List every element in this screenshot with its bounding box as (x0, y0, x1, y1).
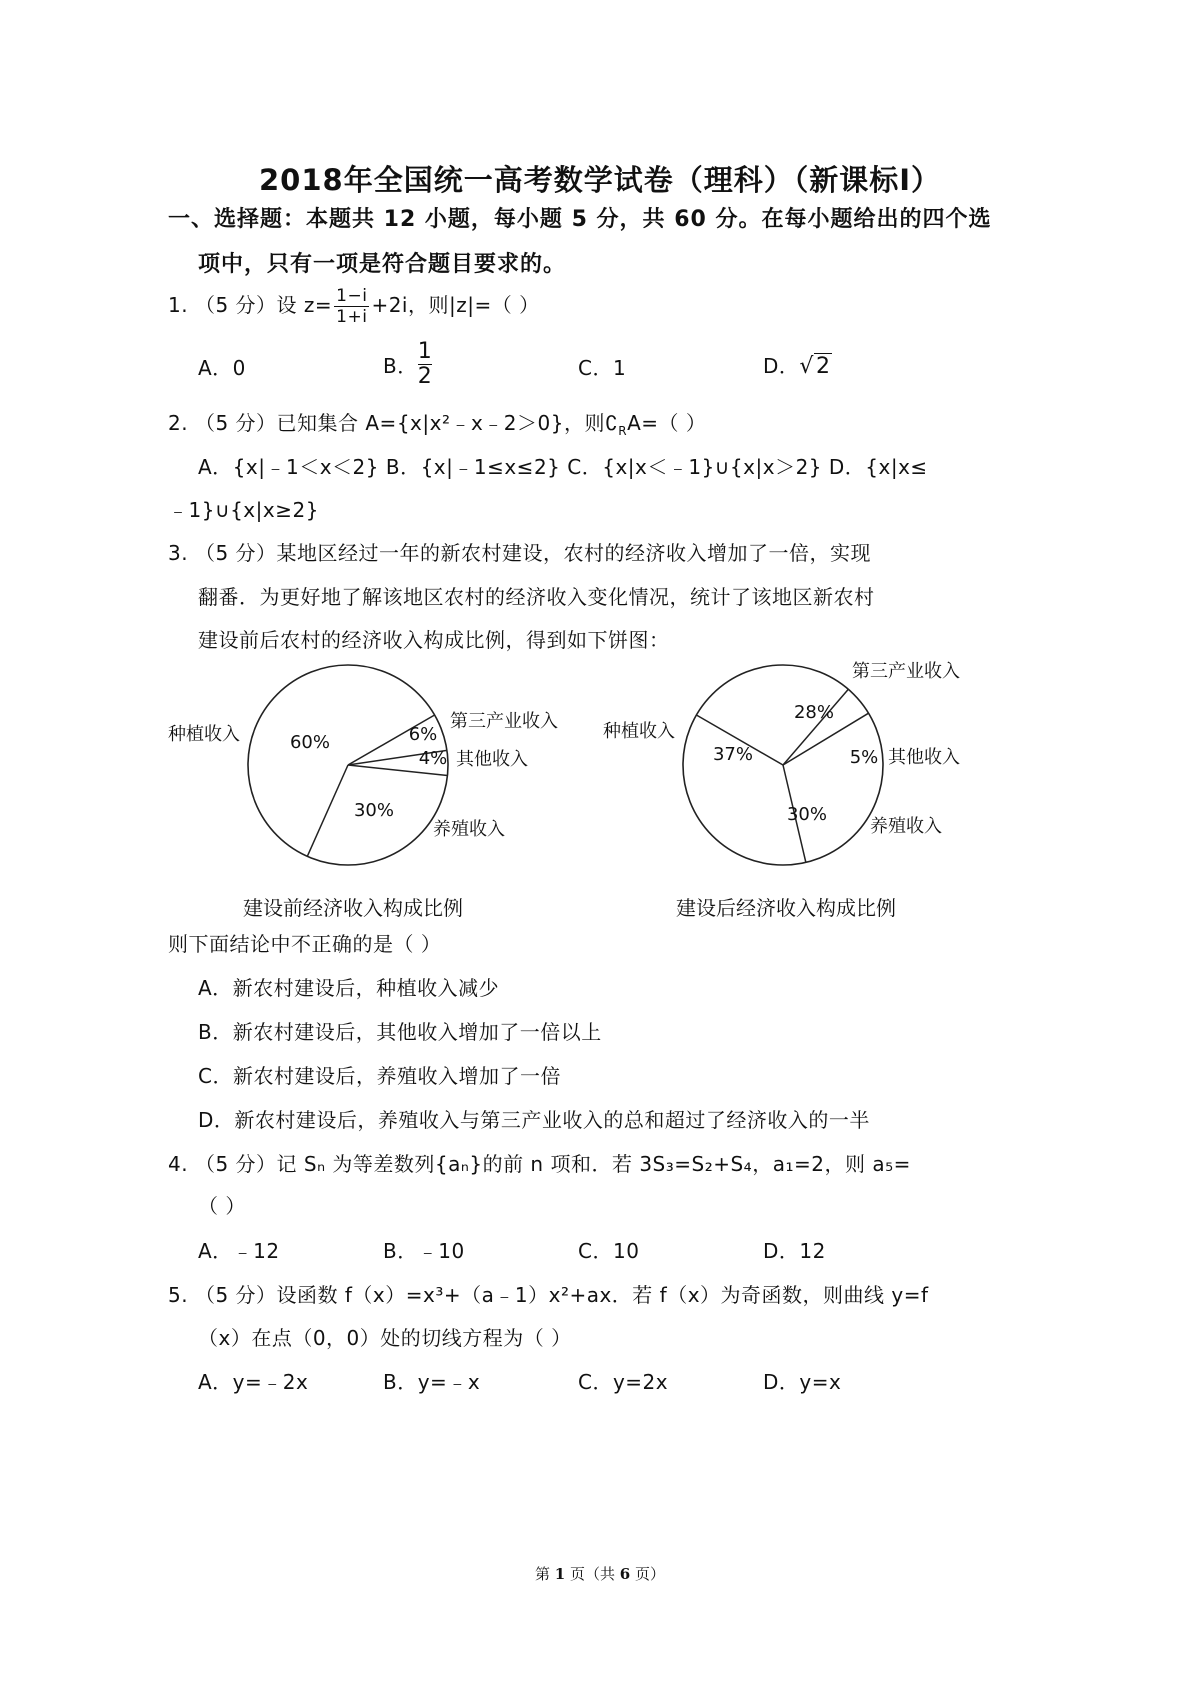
pie-after-percent-label: 30% (786, 804, 828, 825)
q1-radicand: 2 (815, 354, 831, 379)
q3-option-a: A．新农村建设后，种植收入减少 (198, 976, 500, 1000)
pie-before-category-label: 养殖收入 (433, 819, 505, 840)
q1-suffix: +2i，则|z|=（ ） (371, 293, 540, 317)
q1-option-c: C．1 (578, 356, 627, 380)
q5-option-c: C．y=2x (578, 1370, 669, 1394)
footer-total-pages: 6 (619, 1565, 631, 1583)
pie-after-percent-label: 37% (712, 744, 754, 765)
pie-before-percent-label: 60% (289, 732, 331, 753)
q3-line3: 建设前后农村的经济收入构成比例，得到如下饼图： (198, 628, 670, 652)
q4-option-b: B．﹣10 (383, 1239, 465, 1263)
q4-option-d: D．12 (763, 1239, 826, 1263)
pie-after-category-label: 种植收入 (603, 721, 675, 742)
q1-radical-sign: √ (799, 354, 814, 379)
q3-option-b: B．新农村建设后，其他收入增加了一倍以上 (198, 1020, 602, 1044)
pie-before-category-label: 种植收入 (168, 724, 240, 745)
q4-line2: （ ） (198, 1194, 246, 1218)
q2-options-line2: ﹣1}∪{x|x≥2} (168, 498, 319, 522)
page-title: 2018年全国统一高考数学试卷（理科）（新课标Ⅰ） (258, 163, 941, 197)
pie-after-category-label: 第三产业收入 (852, 661, 960, 682)
q3-line1: 3. （5 分）某地区经过一年的新农村建设，农村的经济收入增加了一倍，实现 (168, 541, 872, 565)
q3-option-c: C．新农村建设后，养殖收入增加了一倍 (198, 1064, 561, 1088)
q5-option-a: A．y=﹣2x (198, 1370, 309, 1394)
pie-before-category-label: 第三产业收入 (450, 711, 558, 732)
section-heading-line2: 项中，只有一项是符合题目要求的。 (198, 252, 567, 277)
pie-before-percent-label: 6% (408, 724, 438, 745)
pie-before-caption: 建设前经济收入构成比例 (243, 896, 463, 920)
q3-option-d: D．新农村建设后，养殖收入与第三产业收入的总和超过了经济收入的一半 (198, 1108, 870, 1132)
q1-fraction-denominator: 1+i (336, 307, 368, 327)
q1-option-b-label: B． (383, 354, 418, 378)
pie-before-category-label: 其他收入 (456, 749, 528, 770)
q2-options-line1: A．{x|﹣1＜x＜2} B．{x|﹣1≤x≤2} C．{x|x＜﹣1}∪{x|x＞2} D．{x|x≤ (198, 455, 928, 479)
q1-prefix: 1. （5 分）设 z= (168, 293, 333, 317)
pie-before-percent-label: 4% (418, 748, 448, 769)
q1-option-b-numerator: 1 (417, 339, 433, 364)
pie-after-percent-label: 5% (849, 747, 879, 768)
q1-option-b-denominator: 2 (417, 364, 433, 389)
q2-stem-b: A=（ ） (627, 411, 707, 435)
q1-fraction-numerator: 1−i (336, 286, 368, 306)
q3-line2: 翻番．为更好地了解该地区农村的经济收入变化情况，统计了该地区新农村 (198, 585, 875, 609)
pie-after-category-label: 养殖收入 (870, 816, 942, 837)
section-heading-line1: 一、选择题：本题共 12 小题，每小题 5 分，共 60 分。在每小题给出的四个选 (168, 207, 992, 232)
q1-option-d-label: D． (763, 354, 800, 378)
q4-option-c: C．10 (578, 1239, 640, 1263)
footer-a: 第 (535, 1565, 555, 1583)
q2-stem-sub: R (618, 424, 628, 438)
q5-line1: 5. （5 分）设函数 f（x）=x³+（a﹣1）x²+ax．若 f（x）为奇函数，则曲线 y=f (168, 1283, 929, 1307)
pie-after-percent-label: 28% (793, 702, 835, 723)
pie-after-caption: 建设后经济收入构成比例 (676, 896, 896, 920)
q3-conclusion: 则下面结论中不正确的是（ ） (168, 932, 442, 956)
pie-before-percent-label: 30% (353, 800, 395, 821)
q2-stem-a: 2. （5 分）已知集合 A={x|x²﹣x﹣2＞0}，则∁ (168, 411, 619, 435)
page-footer (0, 1563, 1200, 1584)
q1-option-a: A．0 (198, 356, 246, 380)
q4-line1: 4. （5 分）记 Sₙ 为等差数列{aₙ}的前 n 项和．若 3S₃=S₂+S₄，a₁=2，则 a₅= (168, 1152, 911, 1176)
footer-b: 页（共 (565, 1565, 620, 1583)
q5-option-d: D．y=x (763, 1370, 842, 1394)
q5-line2: （x）在点（0，0）处的切线方程为（ ） (198, 1326, 572, 1350)
pie-after-category-label: 其他收入 (888, 747, 960, 768)
footer-page-number: 1 (554, 1565, 566, 1583)
q4-option-a: A．﹣12 (198, 1239, 280, 1263)
q5-option-b: B．y=﹣x (383, 1370, 481, 1394)
footer-c: 页） (630, 1565, 665, 1583)
